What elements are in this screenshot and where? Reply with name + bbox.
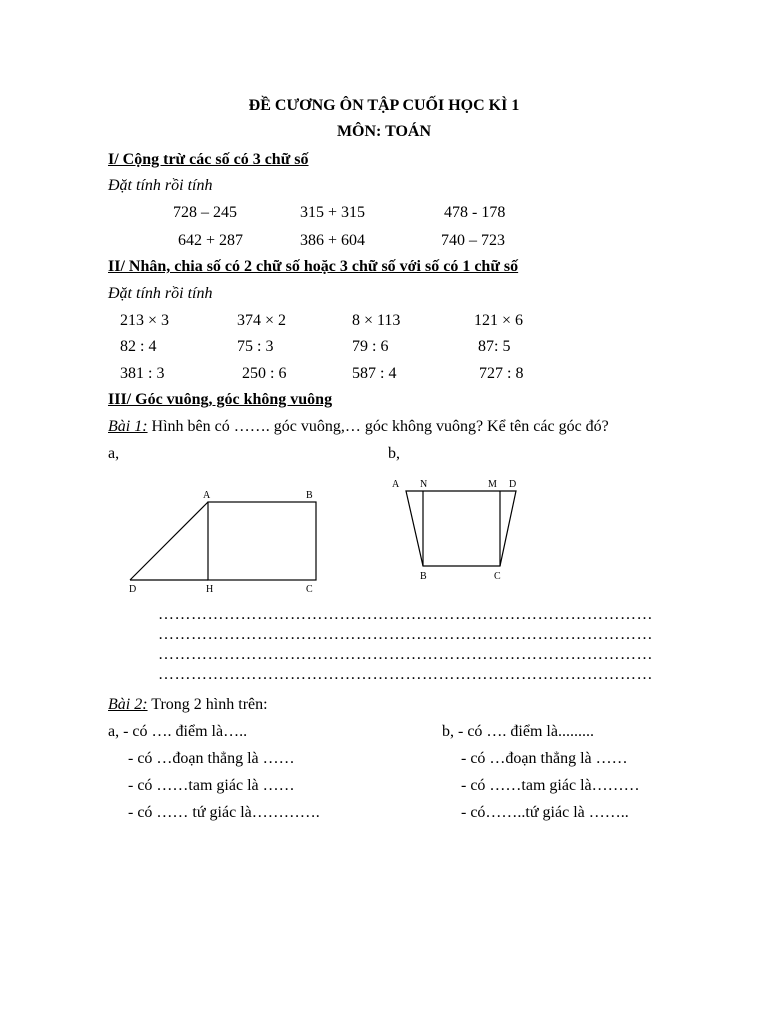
exercise-item: 8 × 113: [352, 312, 401, 329]
exercise-item: 740 – 723: [441, 232, 505, 249]
exercise-item: 250 : 6: [242, 365, 287, 382]
point-label: A: [392, 479, 400, 490]
figure-a-label: a,: [108, 445, 120, 462]
point-label: D: [129, 584, 137, 595]
exercise-item: 642 + 287: [178, 232, 244, 249]
bai2-b-item: - có……..tứ giác là ……..: [461, 804, 629, 821]
bai2-b-item: - có ……tam giác là………: [461, 777, 640, 794]
bai2-a-item: - có …… tứ giác là………….: [128, 804, 320, 821]
figure-a-lines: [130, 502, 316, 580]
point-label: N: [420, 479, 428, 490]
segment-ad: [130, 502, 208, 580]
section2-heading: II/ Nhân, chia số có 2 chữ số hoặc 3 chữ số với số có 1 chữ số: [108, 258, 519, 275]
section2-instruction: Đặt tính rồi tính: [108, 285, 213, 302]
point-label: A: [203, 490, 211, 501]
point-label: H: [206, 584, 214, 595]
section1-heading: I/ Cộng trừ các số có 3 chữ số: [108, 151, 309, 168]
exercise-item: 315 + 315: [300, 204, 366, 221]
exercise-item: 727 : 8: [479, 365, 524, 382]
exercise-item: 728 – 245: [173, 204, 237, 221]
bai1-label: Bài 1:: [108, 418, 148, 435]
bai2-a-item: - có …đoạn thẳng là ……: [128, 750, 295, 767]
bai2-a-item: a, - có …. điểm là…..: [108, 723, 248, 740]
point-label: B: [306, 490, 313, 501]
bai1-line: [108, 417, 609, 437]
exercise-item: 87: 5: [478, 338, 511, 355]
point-label: C: [306, 584, 313, 595]
answer-dotted-line: ………………………………………………………………………………: [158, 666, 653, 683]
answer-dotted-line: ………………………………………………………………………………: [158, 646, 653, 663]
exercise-item: 386 + 604: [300, 232, 366, 249]
rectangle-abch: [208, 502, 316, 580]
figure-b-label: b,: [388, 445, 400, 462]
answer-dotted-line: ………………………………………………………………………………: [158, 606, 653, 623]
figure-b-lines: [406, 491, 516, 566]
bai2-intro: Trong 2 hình trên:: [147, 696, 268, 713]
exercise-item: 75 : 3: [237, 338, 274, 355]
exercise-item: 82 : 4: [120, 338, 157, 355]
bai1-question: Hình bên có ……. góc vuông,… góc không vuông? Kể tên các góc đó?: [147, 418, 609, 435]
section3-heading: III/ Góc vuông, góc không vuông: [108, 391, 333, 408]
exercise-item: 121 × 6: [474, 312, 524, 329]
bai2-a-item: - có ……tam giác là ……: [128, 777, 295, 794]
point-label: B: [420, 571, 427, 582]
figure-a-diagram: [120, 482, 330, 597]
figure-b-diagram: [388, 474, 528, 586]
bai2-b-item: - có …đoạn thẳng là ……: [461, 750, 628, 767]
exercise-item: 374 × 2: [237, 312, 287, 329]
bai2-line: [108, 695, 268, 715]
point-label: M: [488, 479, 497, 490]
exercise-item: 587 : 4: [352, 365, 397, 382]
answer-dotted-line: ………………………………………………………………………………: [158, 626, 653, 643]
bai2-b-item: b, - có …. điểm là.........: [442, 723, 594, 740]
exercise-item: 478 - 178: [444, 204, 506, 221]
exercise-item: 381 : 3: [120, 365, 165, 382]
section1-instruction: Đặt tính rồi tính: [108, 177, 213, 194]
point-label: D: [509, 479, 517, 490]
bai2-label: Bài 2:: [108, 696, 148, 713]
subject-title: MÔN: TOÁN: [336, 123, 432, 140]
document-title: ĐỀ CƯƠNG ÔN TẬP CUỐI HỌC KÌ 1: [248, 97, 520, 114]
point-label: C: [494, 571, 501, 582]
exercise-item: 213 × 3: [120, 312, 170, 329]
exercise-item: 79 : 6: [352, 338, 389, 355]
